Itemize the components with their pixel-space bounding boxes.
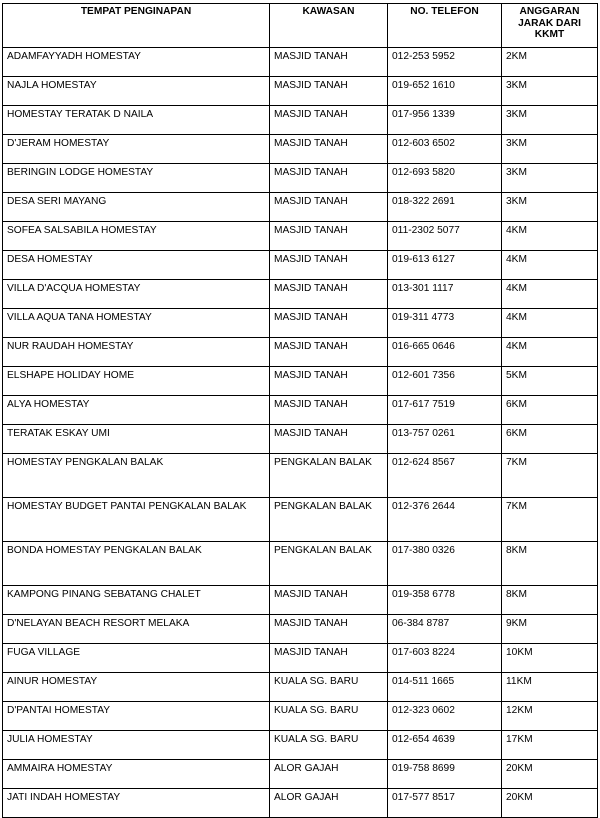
table-row <box>3 367 598 396</box>
distance-cell: 3KM <box>502 164 598 193</box>
place-name-cell: HOMESTAY PENGKALAN BALAK <box>3 454 270 498</box>
place-name-cell: VILLA AQUA TANA HOMESTAY <box>3 309 270 338</box>
table-row <box>3 425 598 454</box>
header-phone: NO. TELEFON <box>388 4 502 48</box>
phone-cell: 012-654 4639 <box>388 731 502 760</box>
place-name-cell: DESA SERI MAYANG <box>3 193 270 222</box>
header-distance: ANGGARAN JARAK DARI KKMT <box>502 4 598 48</box>
phone-cell: 017-603 8224 <box>388 644 502 673</box>
place-name-cell: SOFEA SALSABILA HOMESTAY <box>3 222 270 251</box>
area-cell: MASJID TANAH <box>270 222 388 251</box>
phone-cell: 019-613 6127 <box>388 251 502 280</box>
place-name-cell: JATI INDAH HOMESTAY <box>3 789 270 818</box>
table-row <box>3 251 598 280</box>
table-row <box>3 586 598 615</box>
header-place: TEMPAT PENGINAPAN <box>3 4 270 48</box>
table-row <box>3 106 598 135</box>
table-row <box>3 280 598 309</box>
phone-cell: 016-665 0646 <box>388 338 502 367</box>
table-row <box>3 77 598 106</box>
phone-cell: 018-322 2691 <box>388 193 502 222</box>
distance-cell: 12KM <box>502 702 598 731</box>
phone-cell: 017-956 1339 <box>388 106 502 135</box>
place-name-cell: TERATAK ESKAY UMI <box>3 425 270 454</box>
distance-cell: 4KM <box>502 251 598 280</box>
place-name-cell: NUR RAUDAH HOMESTAY <box>3 338 270 367</box>
phone-cell: 012-253 5952 <box>388 48 502 77</box>
distance-cell: 3KM <box>502 135 598 164</box>
area-cell: PENGKALAN BALAK <box>270 454 388 498</box>
table-row <box>3 193 598 222</box>
distance-cell: 2KM <box>502 48 598 77</box>
phone-cell: 012-601 7356 <box>388 367 502 396</box>
table-row <box>3 644 598 673</box>
distance-cell: 3KM <box>502 193 598 222</box>
place-name-cell: JULIA HOMESTAY <box>3 731 270 760</box>
place-name-cell: BERINGIN LODGE HOMESTAY <box>3 164 270 193</box>
accommodation-table <box>2 3 598 818</box>
distance-cell: 3KM <box>502 77 598 106</box>
area-cell: MASJID TANAH <box>270 309 388 338</box>
table-row <box>3 731 598 760</box>
area-cell: MASJID TANAH <box>270 338 388 367</box>
phone-cell: 012-603 6502 <box>388 135 502 164</box>
distance-cell: 10KM <box>502 644 598 673</box>
area-cell: KUALA SG. BARU <box>270 731 388 760</box>
area-cell: KUALA SG. BARU <box>270 673 388 702</box>
area-cell: MASJID TANAH <box>270 280 388 309</box>
area-cell: MASJID TANAH <box>270 615 388 644</box>
phone-cell: 014-511 1665 <box>388 673 502 702</box>
phone-cell: 013-301 1117 <box>388 280 502 309</box>
area-cell: MASJID TANAH <box>270 367 388 396</box>
header-area: KAWASAN <box>270 4 388 48</box>
distance-cell: 3KM <box>502 106 598 135</box>
phone-cell: 019-311 4773 <box>388 309 502 338</box>
distance-cell: 20KM <box>502 789 598 818</box>
distance-cell: 9KM <box>502 615 598 644</box>
distance-cell: 17KM <box>502 731 598 760</box>
distance-cell: 4KM <box>502 280 598 309</box>
distance-cell: 6KM <box>502 425 598 454</box>
phone-cell: 012-624 8567 <box>388 454 502 498</box>
table-row <box>3 673 598 702</box>
place-name-cell: AMMAIRA HOMESTAY <box>3 760 270 789</box>
table-row <box>3 309 598 338</box>
table-row <box>3 615 598 644</box>
distance-cell: 11KM <box>502 673 598 702</box>
phone-cell: 011-2302 5077 <box>388 222 502 251</box>
place-name-cell: BONDA HOMESTAY PENGKALAN BALAK <box>3 542 270 586</box>
table-row <box>3 135 598 164</box>
area-cell: ALOR GAJAH <box>270 760 388 789</box>
area-cell: PENGKALAN BALAK <box>270 498 388 542</box>
area-cell: MASJID TANAH <box>270 48 388 77</box>
table-row <box>3 454 598 498</box>
area-cell: MASJID TANAH <box>270 251 388 280</box>
place-name-cell: HOMESTAY TERATAK D NAILA <box>3 106 270 135</box>
table-row <box>3 222 598 251</box>
place-name-cell: D'NELAYAN BEACH RESORT MELAKA <box>3 615 270 644</box>
distance-cell: 5KM <box>502 367 598 396</box>
distance-cell: 8KM <box>502 542 598 586</box>
table-row <box>3 338 598 367</box>
distance-cell: 4KM <box>502 338 598 367</box>
table-row <box>3 48 598 77</box>
table-body <box>3 48 598 818</box>
distance-cell: 8KM <box>502 586 598 615</box>
phone-cell: 017-577 8517 <box>388 789 502 818</box>
distance-cell: 6KM <box>502 396 598 425</box>
table-row <box>3 542 598 586</box>
area-cell: MASJID TANAH <box>270 644 388 673</box>
place-name-cell: VILLA D'ACQUA HOMESTAY <box>3 280 270 309</box>
table-row <box>3 498 598 542</box>
table-row <box>3 760 598 789</box>
phone-cell: 019-758 8699 <box>388 760 502 789</box>
phone-cell: 019-652 1610 <box>388 77 502 106</box>
distance-cell: 20KM <box>502 760 598 789</box>
phone-cell: 012-376 2644 <box>388 498 502 542</box>
area-cell: MASJID TANAH <box>270 164 388 193</box>
area-cell: MASJID TANAH <box>270 106 388 135</box>
area-cell: MASJID TANAH <box>270 135 388 164</box>
area-cell: MASJID TANAH <box>270 425 388 454</box>
table-row <box>3 789 598 818</box>
table-row <box>3 164 598 193</box>
distance-cell: 4KM <box>502 309 598 338</box>
place-name-cell: ADAMFAYYADH HOMESTAY <box>3 48 270 77</box>
distance-cell: 4KM <box>502 222 598 251</box>
place-name-cell: HOMESTAY BUDGET PANTAI PENGKALAN BALAK <box>3 498 270 542</box>
phone-cell: 012-323 0602 <box>388 702 502 731</box>
phone-cell: 013-757 0261 <box>388 425 502 454</box>
place-name-cell: NAJLA HOMESTAY <box>3 77 270 106</box>
table-row <box>3 396 598 425</box>
place-name-cell: D'JERAM HOMESTAY <box>3 135 270 164</box>
distance-cell: 7KM <box>502 498 598 542</box>
place-name-cell: ALYA HOMESTAY <box>3 396 270 425</box>
phone-cell: 06-384 8787 <box>388 615 502 644</box>
area-cell: PENGKALAN BALAK <box>270 542 388 586</box>
place-name-cell: KAMPONG PINANG SEBATANG CHALET <box>3 586 270 615</box>
place-name-cell: D'PANTAI HOMESTAY <box>3 702 270 731</box>
phone-cell: 017-380 0326 <box>388 542 502 586</box>
area-cell: MASJID TANAH <box>270 193 388 222</box>
table-row <box>3 702 598 731</box>
distance-cell: 7KM <box>502 454 598 498</box>
area-cell: ALOR GAJAH <box>270 789 388 818</box>
area-cell: KUALA SG. BARU <box>270 702 388 731</box>
area-cell: MASJID TANAH <box>270 77 388 106</box>
place-name-cell: AINUR HOMESTAY <box>3 673 270 702</box>
phone-cell: 012-693 5820 <box>388 164 502 193</box>
phone-cell: 019-358 6778 <box>388 586 502 615</box>
place-name-cell: FUGA VILLAGE <box>3 644 270 673</box>
phone-cell: 017-617 7519 <box>388 396 502 425</box>
place-name-cell: ELSHAPE HOLIDAY HOME <box>3 367 270 396</box>
area-cell: MASJID TANAH <box>270 586 388 615</box>
area-cell: MASJID TANAH <box>270 396 388 425</box>
header-row <box>3 4 598 48</box>
place-name-cell: DESA HOMESTAY <box>3 251 270 280</box>
